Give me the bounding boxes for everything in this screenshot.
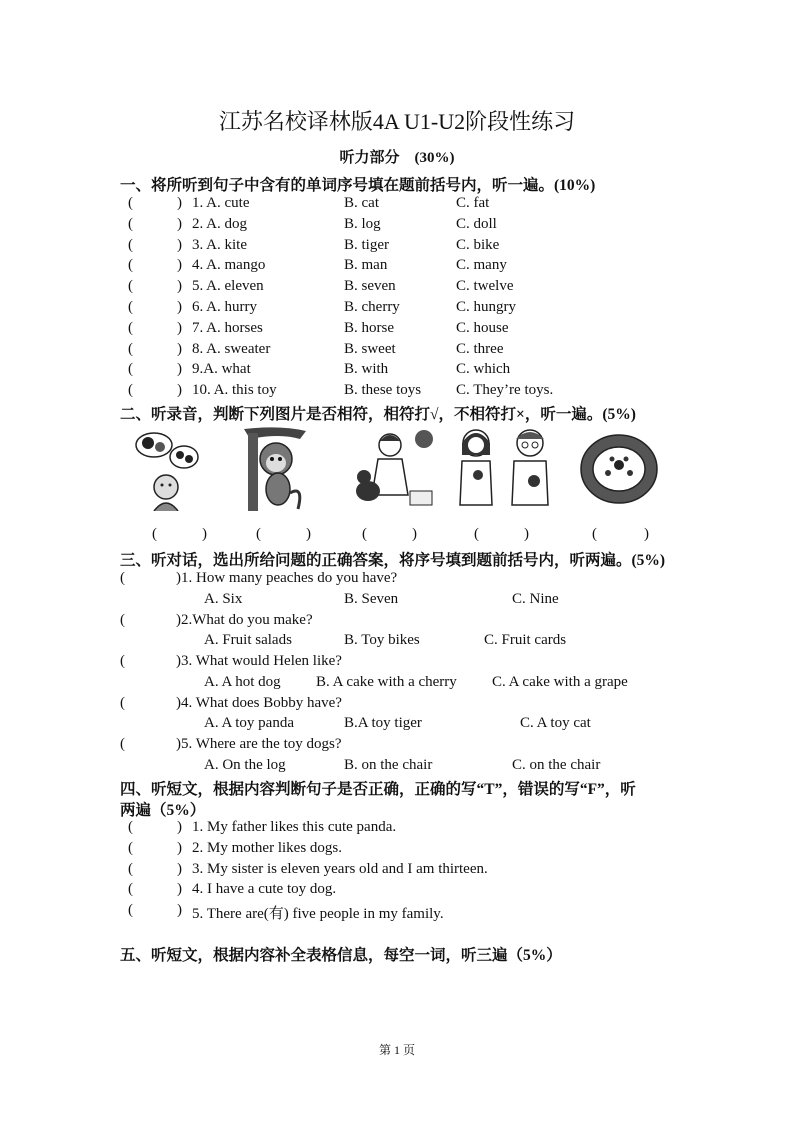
option-b: B. man <box>344 257 388 274</box>
answer-bracket-open[interactable]: ( <box>128 340 133 357</box>
answer-bracket-close: ) <box>177 299 182 315</box>
option-c: C. on the chair <box>512 756 601 773</box>
answer-bracket-open[interactable]: ( <box>128 839 133 856</box>
answer-bracket-close: ) <box>177 902 182 919</box>
answer-bracket-open[interactable]: ( <box>128 195 133 211</box>
answer-bracket-open[interactable]: ( <box>128 299 133 315</box>
picture-bracket-close: ) <box>202 526 207 542</box>
answer-bracket-close: ) <box>177 361 182 378</box>
option-c: C. A toy cat <box>520 715 591 732</box>
option-a: A. Fruit salads <box>204 632 292 649</box>
statement-text: 1. My father likes this cute panda. <box>192 819 397 835</box>
option-a: A. A toy panda <box>204 715 294 732</box>
option-c: C. many <box>456 257 507 274</box>
section-3-heading: 三、听对话，选出所给问题的正确答案，将序号填到题前括号内，听两遍。(5%) <box>120 552 666 569</box>
option-b: B. tiger <box>344 236 389 253</box>
answer-bracket-open[interactable]: ( <box>128 881 133 898</box>
page-number: 第 1 页 <box>378 1043 415 1057</box>
question-text: )2.What do you make? <box>176 611 313 628</box>
answer-bracket-close: ) <box>177 382 182 399</box>
picture-bracket-open[interactable]: ( <box>152 526 157 542</box>
answer-bracket-close: ) <box>177 839 182 856</box>
children-pets-picture <box>132 425 200 511</box>
answer-bracket-close: ) <box>177 319 182 336</box>
listening-subtitle: 听力部分 (30%) <box>339 150 455 166</box>
option-c: C. doll <box>456 215 497 232</box>
answer-bracket-close: ) <box>177 860 182 877</box>
answer-bracket-open[interactable]: ( <box>120 694 125 711</box>
option-a: 7. A. horses <box>192 319 263 336</box>
option-a: A. Six <box>204 590 243 607</box>
answer-bracket-open[interactable]: ( <box>120 570 125 586</box>
answer-bracket-open[interactable]: ( <box>128 278 133 295</box>
option-c: C. A cake with a grape <box>492 673 628 690</box>
statement-text: 5. There are(有) five people in my family. <box>192 906 444 923</box>
option-a: 9.A. what <box>192 361 251 378</box>
picture-bracket-open[interactable]: ( <box>362 526 367 542</box>
answer-bracket-open[interactable]: ( <box>128 319 133 336</box>
answer-bracket-close: ) <box>177 257 182 274</box>
option-c: C. three <box>456 340 504 357</box>
answer-bracket-open[interactable]: ( <box>128 236 133 253</box>
question-text: )1. How many peaches do you have? <box>176 570 398 586</box>
question-text: )3. What would Helen like? <box>176 653 342 669</box>
answer-bracket-open[interactable]: ( <box>128 819 133 835</box>
option-b: B. Toy bikes <box>344 632 420 649</box>
statement-text: 4. I have a cute toy dog. <box>192 881 337 898</box>
option-c: C. Nine <box>512 590 559 607</box>
option-a: 6. A. hurry <box>192 299 257 315</box>
answer-bracket-open[interactable]: ( <box>128 902 133 919</box>
answer-bracket-close: ) <box>177 278 182 295</box>
answer-bracket-open[interactable]: ( <box>120 611 125 628</box>
answer-bracket-open[interactable]: ( <box>128 257 133 274</box>
option-a: 3. A. kite <box>192 236 247 253</box>
section-4-heading-line2: 两遍（5%） <box>120 802 206 819</box>
answer-bracket-close: ) <box>177 236 182 253</box>
option-b: B. cherry <box>344 299 400 315</box>
option-c: C. house <box>456 319 509 336</box>
answer-bracket-close: ) <box>177 819 182 835</box>
option-b: B.A toy tiger <box>344 715 422 732</box>
statement-text: 3. My sister is eleven years old and I am thirteen. <box>192 860 488 877</box>
option-b: B. with <box>344 361 389 378</box>
question-text: )4. What does Bobby have? <box>176 694 342 711</box>
answer-bracket-close: ) <box>177 881 182 898</box>
section-5-heading: 五、听短文，根据内容补全表格信息，每空一词，听三遍（5%） <box>120 947 562 964</box>
option-c: C. hungry <box>456 299 516 315</box>
option-b: B. cat <box>344 195 379 211</box>
option-b: B. Seven <box>344 590 399 607</box>
option-a: A. A hot dog <box>204 673 281 690</box>
option-b: B. log <box>344 215 381 232</box>
answer-bracket-open[interactable]: ( <box>128 860 133 877</box>
option-c: C. twelve <box>456 278 514 295</box>
option-a: 8. A. sweater <box>192 340 271 357</box>
picture-bracket-close: ) <box>524 526 529 542</box>
picture-bracket-close: ) <box>412 526 417 542</box>
statement-text: 2. My mother likes dogs. <box>192 839 342 856</box>
section-2-heading: 二、听录音，判断下列图片是否相符，相符打√，不相符打×，听一遍。(5%) <box>120 406 636 423</box>
picture-row <box>128 425 668 515</box>
option-a: 4. A. mango <box>192 257 266 274</box>
option-a: 5. A. eleven <box>192 278 264 295</box>
option-b: B. on the chair <box>344 756 433 773</box>
picture-bracket-close: ) <box>644 526 649 542</box>
option-b: B. seven <box>344 278 396 295</box>
monkey-picture <box>240 425 310 511</box>
answer-bracket-open[interactable]: ( <box>128 215 133 232</box>
answer-bracket-close: ) <box>177 195 182 211</box>
option-c: C. They’re toys. <box>456 382 554 399</box>
answer-bracket-open[interactable]: ( <box>128 382 133 399</box>
option-a: 2. A. dog <box>192 215 248 232</box>
page-title: 江苏名校译林版4A U1-U2阶段性练习 <box>218 109 576 134</box>
option-b: B. these toys <box>344 382 422 399</box>
option-c: C. bike <box>456 236 500 253</box>
option-a: A. On the log <box>204 756 286 773</box>
option-b: B. horse <box>344 319 394 336</box>
question-text: )5. Where are the toy dogs? <box>176 736 342 752</box>
option-b: B. sweet <box>344 340 396 357</box>
option-b: B. A cake with a cherry <box>316 673 457 690</box>
cake-picture <box>578 425 660 511</box>
option-c: C. Fruit cards <box>484 632 567 649</box>
option-a: 10. A. this toy <box>192 382 277 399</box>
answer-bracket-close: ) <box>177 215 182 232</box>
option-a: 1. A. cute <box>192 195 250 211</box>
girl-and-dog-picture <box>354 425 436 511</box>
option-c: C. fat <box>456 195 490 211</box>
picture-bracket-close: ) <box>306 526 311 542</box>
answer-bracket-open[interactable]: ( <box>120 653 125 669</box>
option-c: C. which <box>456 361 511 378</box>
picture-bracket-open[interactable]: ( <box>474 526 479 542</box>
answer-bracket-open[interactable]: ( <box>128 361 133 378</box>
section-4-heading-line1: 四、听短文，根据内容判断句子是否正确，正确的写“T”，错误的写“F”，听 <box>120 781 636 798</box>
picture-bracket-open[interactable]: ( <box>592 526 597 542</box>
section-1-heading: 一、将所听到句子中含有的单词序号填在题前括号内，听一遍。(10%) <box>120 177 596 194</box>
answer-bracket-close: ) <box>177 340 182 357</box>
answer-bracket-open[interactable]: ( <box>120 736 125 752</box>
picture-bracket-open[interactable]: ( <box>256 526 261 542</box>
two-girls-picture <box>452 425 556 511</box>
